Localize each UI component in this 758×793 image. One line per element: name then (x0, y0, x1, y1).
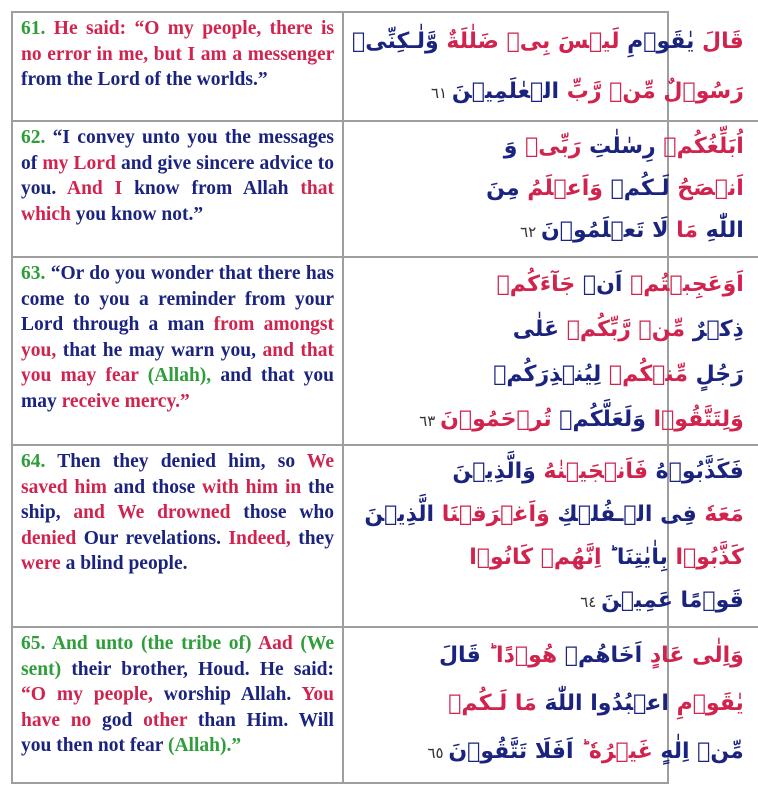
arabic-segment: الۡعٰلَمِيۡنَ (451, 79, 560, 104)
arabic-segment: فِى الۡـفُلۡكِ (549, 502, 697, 527)
translation-segment: Our revelations. (76, 527, 229, 549)
translation-segment: “I convey unto you the messages of (21, 127, 334, 174)
arabic-segment: مِّنۡ اِلٰهٍ (652, 739, 744, 764)
arabic-segment: اَنۡ (575, 272, 623, 297)
verse-number: 63. (21, 263, 46, 284)
arabic-segment: مَا لَـكُمۡ (448, 691, 537, 716)
translation-segment: with him in (202, 476, 302, 498)
verse-table (11, 11, 744, 784)
translation-segment: Indeed, (228, 527, 291, 549)
translation-segment: receive mercy.” (61, 390, 190, 412)
arabic-segment: اُبَلِّغُكُمۡ (655, 134, 744, 159)
arabic-segment: قَوۡمًا عَمِيۡنَ (601, 588, 744, 613)
arabic-line (352, 632, 744, 680)
translation-segment: their brother, Houd. He said: (61, 658, 334, 680)
arabic-segment: لِيُنۡذِرَكُمۡ (493, 362, 602, 387)
arabic-line (352, 307, 744, 352)
arabic-line (352, 493, 744, 536)
arabic-segment: وَلَعَلَّكُمۡ (551, 407, 646, 432)
english-translation-65 (13, 628, 344, 782)
arabic-segment: وَالَّذِيۡنَ (452, 459, 536, 484)
translation-segment: (the tribe of) (140, 633, 252, 654)
arabic-segment: قَالَ (694, 29, 744, 54)
arabic-line (352, 680, 744, 728)
ayah-number-marker: ٦٥ (427, 744, 449, 762)
arabic-text-61 (344, 13, 758, 122)
arabic-segment: وَاَعۡلَمُ (519, 176, 603, 201)
arabic-segment: فَاَنۡجَيۡنٰهُ (535, 459, 648, 484)
arabic-segment: فَكَذَّبُوۡهُ (648, 459, 744, 484)
arabic-segment: لَـكُمۡ (602, 176, 670, 201)
arabic-segment: عَلٰى (512, 317, 560, 342)
arabic-segment: وَلِتَتَّقُوۡا (645, 407, 744, 432)
translation-segment: Then they denied him, so (45, 451, 307, 472)
translation-segment: Aad (251, 633, 301, 654)
arabic-segment: اللّٰهِ (698, 218, 744, 243)
arabic-segment: وَّلٰـكِنِّىۡ (352, 29, 439, 54)
arabic-segment: يٰقَوۡمِ (619, 29, 695, 54)
arabic-segment: مِّنۡ رَّبِّكُمۡ (559, 317, 686, 342)
arabic-segment: تُرۡحَمُوۡنَ (440, 407, 552, 432)
translation-segment: and that you may (21, 365, 335, 412)
translation-segment: He said: “O my people, there is no error in me, but I am a (21, 18, 334, 65)
arabic-segment: ذِكۡرٌ (685, 317, 744, 342)
arabic-line (352, 168, 744, 210)
english-translation-64 (13, 446, 344, 628)
arabic-line (352, 450, 744, 493)
arabic-segment: الَّذِيۡنَ (364, 502, 435, 527)
translation-segment: And unto (45, 633, 141, 654)
arabic-segment: مَا (668, 218, 699, 243)
translation-segment: and that you may fear (21, 339, 334, 386)
arabic-segment: كَذَّبُوۡا (667, 545, 744, 570)
verse-number: 62. (21, 127, 46, 148)
translation-segment: were (21, 553, 61, 574)
translation-segment: (We sent) (21, 633, 334, 680)
arabic-segment: رَبِّىۡ (517, 134, 582, 159)
translation-segment: the ship, (21, 476, 334, 523)
arabic-line (352, 352, 744, 397)
arabic-segment: وَ (503, 134, 518, 159)
arabic-line (352, 728, 744, 777)
translation-segment: (Allah), (147, 365, 212, 386)
arabic-line (352, 126, 744, 168)
arabic-segment: لَا تَعۡلَمُوۡنَ (541, 218, 669, 243)
verse-number: 61. (21, 18, 46, 39)
arabic-segment: مَعَهٗ (696, 502, 744, 527)
arabic-segment: جَآءَكُمۡ (496, 272, 576, 297)
arabic-line (352, 397, 744, 444)
translation-segment: And I (67, 178, 123, 199)
translation-segment: You have no (21, 684, 334, 731)
translation-segment: than Him. Will you then not fear (21, 709, 334, 756)
arabic-segment: اَخَاهُمۡ (557, 643, 643, 668)
arabic-segment: اَنۡصَحُ (669, 176, 744, 201)
arabic-segment: اعۡبُدُوا اللّٰهَ (536, 691, 669, 716)
arabic-segment: قَالَ (438, 643, 481, 668)
ayah-number-marker: ٦٣ (419, 412, 441, 430)
arabic-segment: وَاَغۡرَقۡنَا (434, 502, 550, 527)
translation-segment: that which (21, 178, 334, 225)
translation-segment: (Allah).” (167, 735, 242, 756)
translation-segment: from Allah (191, 178, 289, 199)
english-translation-62 (13, 122, 344, 258)
english-translation-61 (13, 13, 344, 122)
translation-segment: worship Allah. (152, 684, 302, 705)
arabic-line (352, 579, 744, 624)
english-translation-63 (13, 258, 344, 446)
translation-segment: from amongst you, (21, 314, 334, 361)
arabic-segment: لَيۡسَ بِىۡ ضَلٰلَةٌ (438, 29, 620, 54)
arabic-segment: اَوَعَجِبۡتُمۡ (622, 272, 744, 297)
translation-segment: and those (106, 476, 203, 498)
translation-segment: a blind people. (60, 553, 188, 574)
translation-segment: We saved him (21, 451, 334, 498)
translation-segment: messenger (247, 43, 334, 65)
ayah-number-marker: ٦٤ (580, 593, 602, 611)
arabic-line (352, 210, 744, 253)
translation-segment: those who (230, 502, 334, 523)
translation-segment: know (122, 178, 192, 199)
arabic-text-65 (344, 628, 758, 782)
arabic-segment: رَجُلٍ (687, 362, 744, 387)
translation-segment: denied (21, 527, 77, 549)
arabic-segment: بِاٰيٰتِنَا ؕ (601, 545, 668, 570)
translation-segment: and give sincere advice to you. (21, 152, 335, 199)
arabic-line (352, 536, 744, 579)
arabic-segment: رِسٰلٰتِ (581, 134, 656, 159)
arabic-segment: مِّنۡ رَّبِّ (559, 79, 656, 104)
translation-segment: and We drowned (73, 502, 231, 523)
arabic-text-63 (344, 258, 758, 446)
arabic-segment: وَاِلٰى عَادٍ (642, 643, 744, 668)
ayah-number-marker: ٦٢ (520, 223, 542, 241)
ayah-number-marker: ٦١ (431, 84, 452, 102)
arabic-text-62 (344, 122, 758, 258)
arabic-segment: يٰقَوۡمِ (668, 691, 744, 716)
arabic-segment: مِّنۡكُمۡ (601, 362, 688, 387)
translation-segment: god (91, 709, 144, 731)
arabic-line (352, 262, 744, 307)
arabic-text-64 (344, 446, 758, 628)
translation-segment: “O my people, (21, 684, 153, 705)
translation-segment: you know not.” (70, 203, 204, 225)
arabic-segment: غَيۡرُهٗ ؕ (573, 739, 653, 764)
translation-segment: that he may warn you, (56, 339, 263, 361)
arabic-segment: اَفَلَا تَتَّقُوۡنَ (448, 739, 574, 764)
translation-segment: “Or do you wonder that there has come to you a reminder from your Lord through a man (21, 263, 334, 335)
translation-segment: my Lord (42, 152, 116, 174)
arabic-line (352, 17, 744, 67)
translation-segment: they (290, 527, 334, 549)
translation-segment: other (143, 709, 188, 731)
arabic-line (352, 67, 744, 118)
arabic-segment: اِنَّهُمۡ كَانُوۡا (469, 545, 602, 570)
verse-number: 64. (21, 451, 46, 472)
verse-number: 65. (21, 633, 46, 654)
arabic-segment: هُوۡدًا ؕ (480, 643, 558, 668)
arabic-segment: رَسُوۡلٌ (655, 79, 744, 104)
arabic-segment: مِنَ (486, 176, 520, 201)
translation-segment: from the Lord of the worlds.” (21, 69, 268, 90)
